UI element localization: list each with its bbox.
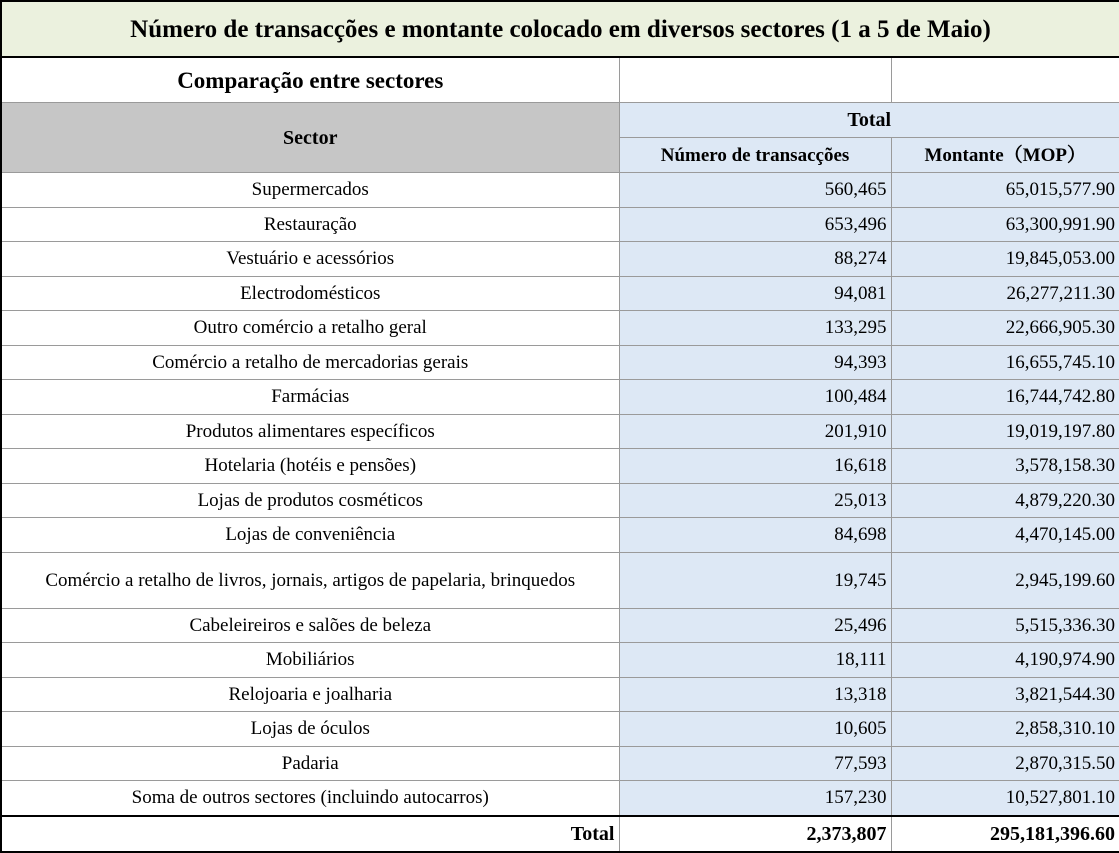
sector-name-cell: Outro comércio a retalho geral (1, 311, 619, 346)
transactions-cell: 13,318 (619, 677, 891, 712)
table-row (1, 345, 1119, 380)
sector-name-cell: Comércio a retalho de livros, jornais, artigos de papelaria, brinquedos (1, 552, 619, 608)
amount-cell: 16,744,742.80 (891, 380, 1119, 415)
table-row (1, 746, 1119, 781)
transactions-column-header: Número de transacções (619, 138, 891, 173)
sector-name-cell: Supermercados (1, 173, 619, 208)
amount-cell: 4,879,220.30 (891, 483, 1119, 518)
total-transactions: 2,373,807 (619, 816, 891, 852)
table-subtitle: Comparação entre sectores (1, 57, 619, 103)
amount-cell: 4,190,974.90 (891, 643, 1119, 678)
sector-name-cell: Soma de outros sectores (incluindo autocarros) (1, 781, 619, 816)
table-row (1, 518, 1119, 553)
transactions-cell: 25,496 (619, 608, 891, 643)
transactions-cell: 100,484 (619, 380, 891, 415)
sector-name-cell: Vestuário e acessórios (1, 242, 619, 277)
sector-name-cell: Hotelaria (hotéis e pensões) (1, 449, 619, 484)
amount-cell: 65,015,577.90 (891, 173, 1119, 208)
sector-name-cell: Comércio a retalho de mercadorias gerais (1, 345, 619, 380)
table-row (1, 414, 1119, 449)
sector-name-cell: Padaria (1, 746, 619, 781)
transactions-cell: 133,295 (619, 311, 891, 346)
amount-cell: 3,578,158.30 (891, 449, 1119, 484)
table-row (1, 483, 1119, 518)
transactions-cell: 16,618 (619, 449, 891, 484)
table-row (1, 449, 1119, 484)
sector-name-cell: Farmácias (1, 380, 619, 415)
total-amount: 295,181,396.60 (891, 816, 1119, 852)
table-row (1, 380, 1119, 415)
amount-cell: 19,019,197.80 (891, 414, 1119, 449)
sector-name-cell: Lojas de produtos cosméticos (1, 483, 619, 518)
transactions-cell: 201,910 (619, 414, 891, 449)
amount-cell: 16,655,745.10 (891, 345, 1119, 380)
table-row (1, 207, 1119, 242)
amount-column-header: Montante（MOP） (891, 138, 1119, 173)
table-row (1, 608, 1119, 643)
amount-cell: 2,945,199.60 (891, 552, 1119, 608)
table-body (1, 173, 1119, 816)
total-label: Total (1, 816, 619, 852)
total-row (1, 816, 1119, 852)
amount-cell: 10,527,801.10 (891, 781, 1119, 816)
transactions-cell: 10,605 (619, 712, 891, 747)
total-group-header: Total (619, 103, 1119, 138)
empty-cell (891, 57, 1119, 103)
sector-name-cell: Relojoaria e joalharia (1, 677, 619, 712)
transactions-cell: 94,081 (619, 276, 891, 311)
sector-name-cell: Electrodomésticos (1, 276, 619, 311)
amount-cell: 5,515,336.30 (891, 608, 1119, 643)
table-row (1, 643, 1119, 678)
table-row (1, 712, 1119, 747)
table-row (1, 276, 1119, 311)
sector-name-cell: Produtos alimentares específicos (1, 414, 619, 449)
empty-cell (619, 57, 891, 103)
table-row (1, 242, 1119, 277)
sector-column-header: Sector (1, 103, 619, 173)
table-row (1, 677, 1119, 712)
transactions-cell: 19,745 (619, 552, 891, 608)
sector-name-cell: Mobiliários (1, 643, 619, 678)
table-row (1, 552, 1119, 608)
amount-cell: 3,821,544.30 (891, 677, 1119, 712)
table-row (1, 311, 1119, 346)
amount-cell: 4,470,145.00 (891, 518, 1119, 553)
amount-cell: 2,858,310.10 (891, 712, 1119, 747)
sector-name-cell: Restauração (1, 207, 619, 242)
transactions-cell: 88,274 (619, 242, 891, 277)
amount-cell: 2,870,315.50 (891, 746, 1119, 781)
amount-cell: 26,277,211.30 (891, 276, 1119, 311)
transactions-cell: 77,593 (619, 746, 891, 781)
table-row (1, 781, 1119, 816)
transactions-cell: 157,230 (619, 781, 891, 816)
amount-cell: 63,300,991.90 (891, 207, 1119, 242)
transactions-cell: 84,698 (619, 518, 891, 553)
sector-name-cell: Lojas de óculos (1, 712, 619, 747)
table-row (1, 173, 1119, 208)
sector-name-cell: Lojas de conveniência (1, 518, 619, 553)
transactions-cell: 18,111 (619, 643, 891, 678)
amount-cell: 22,666,905.30 (891, 311, 1119, 346)
transactions-cell: 560,465 (619, 173, 891, 208)
transactions-cell: 653,496 (619, 207, 891, 242)
transactions-cell: 25,013 (619, 483, 891, 518)
amount-cell: 19,845,053.00 (891, 242, 1119, 277)
table-title: Número de transacções e montante colocado em diversos sectores (1 a 5 de Maio) (1, 1, 1119, 57)
sector-name-cell: Cabeleireiros e salões de beleza (1, 608, 619, 643)
transactions-cell: 94,393 (619, 345, 891, 380)
